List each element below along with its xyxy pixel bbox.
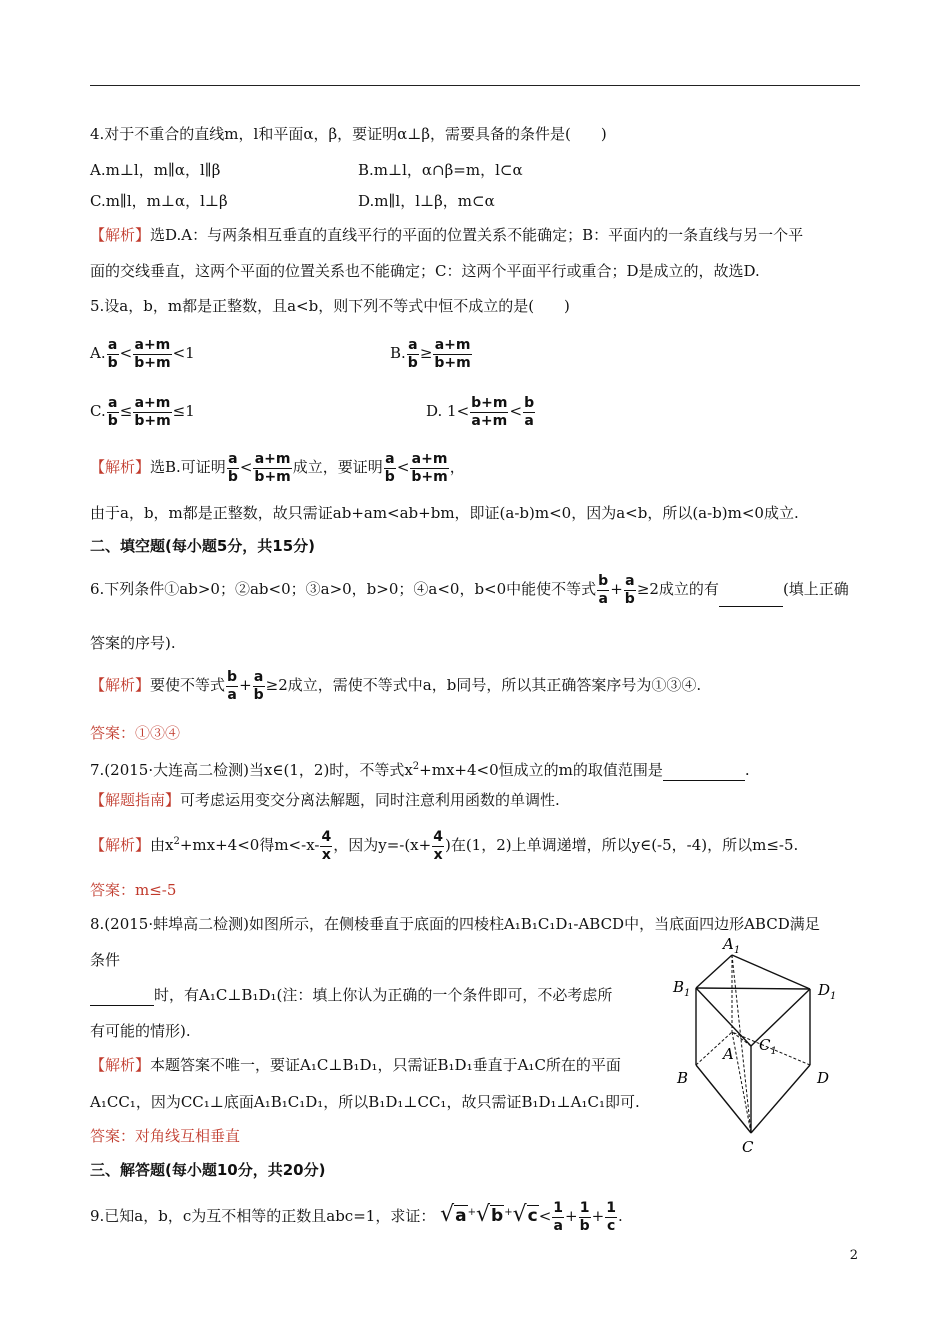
q4-analysis-line1: 【解析】选D.A：与两条相互垂直的直线平行的平面的位置关系不能确定；B：平面内的一条直线与另一个平	[90, 226, 804, 244]
label-a1: $A_1$	[723, 935, 741, 956]
q5-stem: 5.设a，b，m都是正整数，且a<b，则下列不等式中恒不成立的是( )	[90, 297, 570, 315]
fraction: $\frac{a+m}{b+m}$	[254, 450, 291, 485]
label-b: B	[677, 1069, 689, 1087]
q4-option-c: C.m∥l，m⊥α，l⊥β	[90, 192, 228, 210]
sqrt-c: √c	[512, 1202, 538, 1227]
hint-tag: 【解题指南】	[90, 791, 181, 809]
fraction: $\frac{a}{b}$	[107, 394, 118, 429]
q8-answer: 答案：对角线互相垂直	[90, 1127, 241, 1145]
fraction: $\frac{b}{a}$	[598, 572, 609, 607]
q6-answer: 答案：①③④	[90, 724, 181, 742]
fraction: $\frac{4}{x}$	[321, 828, 332, 863]
fraction: $\frac{a+m}{b+m}$	[411, 450, 448, 485]
fraction: $\frac{a}{b}$	[253, 668, 264, 703]
q6-analysis: 【解析】要使不等式 $\frac{b}{a}$ + $\frac{a}{b}$ ≥2成立，需使不等式中a，b同号，所以其正确答案序号为①③④.	[90, 668, 702, 703]
q4-option-b: B.m⊥l，α∩β=m，l⊂α	[358, 161, 523, 179]
label-d: D	[817, 1069, 830, 1087]
sqrt-a: √a	[440, 1202, 467, 1227]
q5-analysis-line2: 由于a，b，m都是正整数，故只需证ab+am<ab+bm，即证(a-b)m<0，因为a<b，所以(a-b)m<0成立.	[90, 504, 799, 522]
fraction: $\frac{1}{c}$	[606, 1199, 616, 1234]
q5-option-a: A. $\frac{a}{b}$ < $\frac{a+m}{b+m}$ <1	[90, 336, 195, 371]
section-title-fill-in: 二、填空题(每小题5分，共15分)	[90, 537, 316, 555]
label-d1: $D_1$	[818, 981, 837, 1002]
label-c: C	[742, 1138, 754, 1156]
section-title-solutions: 三、解答题(每小题10分，共20分)	[90, 1161, 326, 1179]
fraction: $\frac{b}{a}$	[524, 394, 535, 429]
fraction: $\frac{4}{x}$	[433, 828, 443, 863]
q8-stem-line3: 时，有A₁C⊥B₁D₁(注：填上你认为正确的一个条件即可，不必考虑所	[90, 985, 612, 1006]
q8-analysis-line1: 【解析】本题答案不唯一，要证A₁C⊥B₁D₁，只需证B₁D₁垂直于A₁C所在的平面	[90, 1056, 621, 1074]
analysis-tag: 【解析】	[90, 1056, 151, 1074]
analysis-tag: 【解析】	[90, 458, 151, 476]
fraction: $\frac{a}{b}$	[624, 572, 635, 607]
q4-stem: 4.对于不重合的直线m，l和平面α，β，要证明α⊥β，需要具备的条件是( )	[90, 125, 607, 143]
q4-option-a: A.m⊥l，m∥α，l∥β	[90, 161, 221, 179]
q7-analysis: 【解析】由$x^2+mx+4<0$得m<-x- $\frac{4}{x}$ ，因为y=-(x+ $\frac{4}{x}$ )在(1，2)上单调递增，所以y∈(-5，-4)，所以m≤-5.	[90, 828, 799, 863]
fraction: $\frac{b}{a}$	[227, 668, 238, 703]
q9-stem: 9.已知a，b，c为互不相等的正数且abc=1，求证： √a+√b+√c< $\frac{1}{a}$ + $\frac{1}{b}$ + $\frac{1}{c}$ .	[90, 1199, 623, 1234]
fraction: $\frac{1}{a}$	[553, 1199, 564, 1234]
answer-blank	[663, 760, 745, 781]
q8-stem-line2: 条件	[90, 951, 121, 969]
q6-stem-line2: 答案的序号).	[90, 634, 176, 652]
q6-stem: 6.下列条件①ab>0；②ab<0；③a>0，b>0；④a<0，b<0中能使不等式 $\frac{b}{a}$ + $\frac{a}{b}$ ≥2成立的有 (填上正确	[90, 572, 849, 607]
answer-blank	[719, 572, 783, 607]
label-a: A	[723, 1045, 734, 1063]
analysis-tag: 【解析】	[90, 676, 151, 694]
fraction: $\frac{a+m}{b+m}$	[434, 336, 471, 371]
q4-option-d: D.m∥l，l⊥β，m⊂α	[358, 192, 495, 210]
fraction: $\frac{a+m}{b+m}$	[134, 336, 171, 371]
q7-hint: 【解题指南】可考虑运用变交分离法解题，同时注意利用函数的单调性.	[90, 791, 560, 809]
q7-answer: 答案：m≤-5	[90, 881, 177, 899]
q5-analysis-line1: 【解析】选B.可证明 $\frac{a}{b}$ < $\frac{a+m}{b+m}$ 成立，要证明 $\frac{a}{b}$ < $\frac{a+m}{b+m}$ ，	[90, 450, 465, 485]
answer-blank	[90, 985, 154, 1006]
q5-option-d: D. 1< $\frac{b+m}{a+m}$ < $\frac{b}{a}$	[426, 394, 535, 429]
fraction: $\frac{a}{b}$	[107, 336, 118, 371]
q8-analysis-line2: A₁CC₁，因为CC₁⊥底面A₁B₁C₁D₁，所以B₁D₁⊥CC₁，故只需证B₁D₁⊥A₁C₁即可.	[90, 1093, 640, 1111]
fraction: $\frac{a}{b}$	[384, 450, 395, 485]
fraction: $\frac{b+m}{a+m}$	[471, 394, 508, 429]
prism-figure	[665, 935, 860, 1165]
header-rule	[90, 85, 860, 86]
q5-option-c: C. $\frac{a}{b}$ ≤ $\frac{a+m}{b+m}$ ≤1	[90, 394, 195, 429]
label-c1: $C_1$	[759, 1036, 777, 1057]
page-number: 2	[849, 1248, 858, 1263]
analysis-tag: 【解析】	[90, 836, 151, 854]
q8-stem-line1: 8.(2015·蚌埠高二检测)如图所示，在侧棱垂直于底面的四棱柱A₁B₁C₁D₁-ABCD中，当底面四边形ABCD满足	[90, 915, 820, 933]
fraction: $\frac{a+m}{b+m}$	[134, 394, 171, 429]
fraction: $\frac{a}{b}$	[227, 450, 238, 485]
fraction: $\frac{a}{b}$	[407, 336, 418, 371]
label-b1: $B_1$	[673, 978, 691, 999]
q8-stem-line4: 有可能的情形).	[90, 1022, 191, 1040]
fraction: $\frac{1}{b}$	[579, 1199, 590, 1234]
q4-analysis-line2: 面的交线垂直，这两个平面的位置关系也不能确定；C：这两个平面平行或重合；D是成立的，故选D.	[90, 262, 760, 280]
q5-option-b: B. $\frac{a}{b}$ ≥ $\frac{a+m}{b+m}$	[390, 336, 471, 371]
q7-stem: 7.(2015·大连高二检测)当x∈(1，2)时，不等式$x^2+mx+4<0$恒成立的m的取值范围是 .	[90, 761, 750, 779]
analysis-tag: 【解析】	[90, 226, 151, 244]
sqrt-b: √b	[476, 1202, 504, 1227]
